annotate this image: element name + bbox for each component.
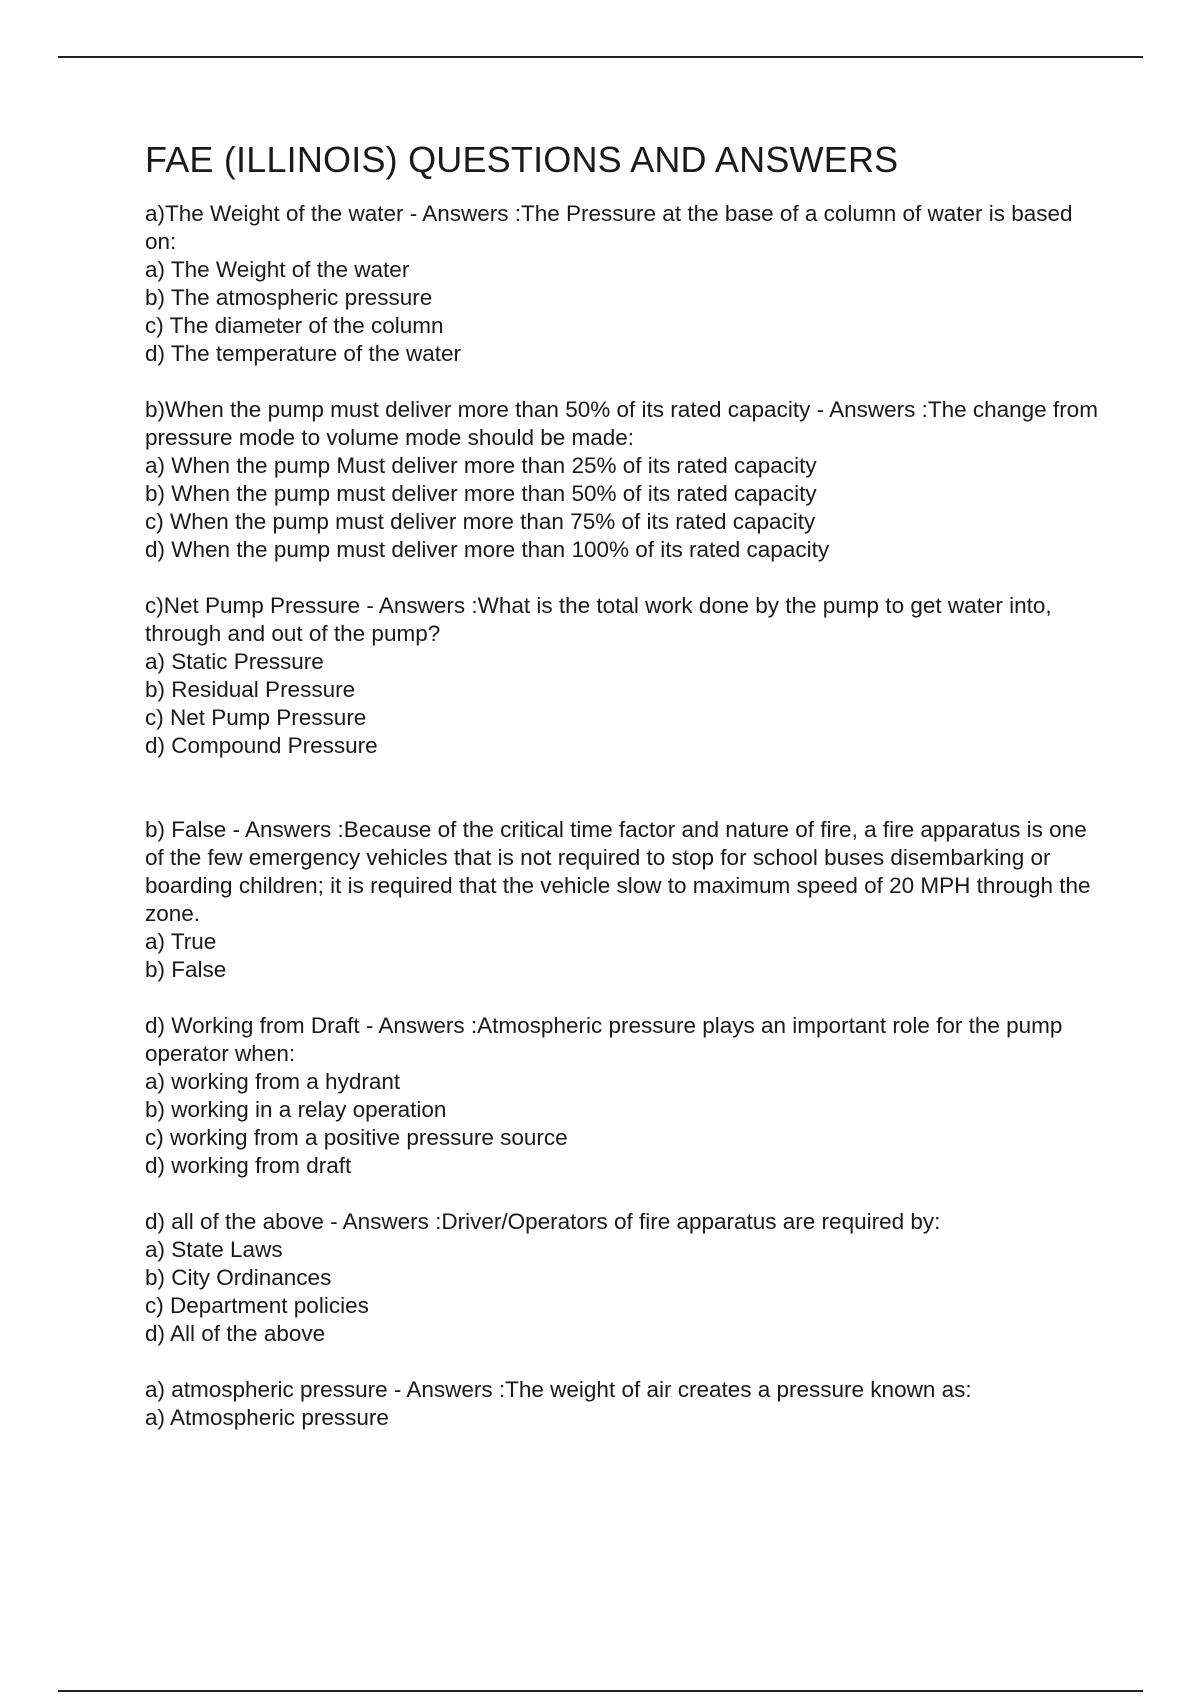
document-title: FAE (ILLINOIS) QUESTIONS AND ANSWERS: [145, 139, 899, 180]
option-item: c) working from a positive pressure source: [145, 1125, 568, 1150]
qa-block: [145, 1208, 1105, 1348]
option-item: b) working in a relay operation: [145, 1097, 447, 1122]
option-list: [145, 928, 1105, 984]
option-list: [145, 452, 1105, 564]
option-item: b) When the pump must deliver more than 50% of its rated capacity: [145, 481, 817, 506]
question-text: d) all of the above - Answers :Driver/Operators of fire apparatus are required by:: [145, 1209, 941, 1234]
option-item: b) Residual Pressure: [145, 677, 356, 702]
option-item: a) Atmospheric pressure: [145, 1405, 389, 1430]
option-item: a) The Weight of the water: [145, 257, 410, 282]
option-list: [145, 256, 1105, 368]
qa-block: [145, 396, 1105, 564]
option-item: d) All of the above: [145, 1321, 326, 1346]
question-text: b)When the pump must deliver more than 50% of its rated capacity - Answers :The change from pressure mode to volume mode should be made:: [145, 397, 1098, 450]
option-item: d) working from draft: [145, 1153, 352, 1178]
option-list: [145, 648, 1105, 760]
question-text: c)Net Pump Pressure - Answers :What is the total work done by the pump to get water into, through and out of the pump?: [145, 593, 1052, 646]
option-item: b) The atmospheric pressure: [145, 285, 433, 310]
qa-block: [145, 592, 1105, 760]
question-text: a)The Weight of the water - Answers :The Pressure at the base of a column of water is based on:: [145, 201, 1073, 254]
option-item: a) working from a hydrant: [145, 1069, 401, 1094]
qa-block: [145, 1376, 1105, 1432]
option-list: [145, 1236, 1105, 1348]
option-item: c) Net Pump Pressure: [145, 705, 367, 730]
question-text: d) Working from Draft - Answers :Atmospheric pressure plays an important role for the pump operator when:: [145, 1013, 1063, 1066]
bottom-rule: [58, 1690, 1143, 1692]
option-item: d) The temperature of the water: [145, 341, 461, 366]
document-body: [145, 138, 1105, 1460]
option-item: c) When the pump must deliver more than 75% of its rated capacity: [145, 509, 816, 534]
qa-block: [145, 1012, 1105, 1180]
option-item: c) The diameter of the column: [145, 313, 444, 338]
option-list: [145, 1404, 1105, 1432]
option-item: b) False: [145, 957, 227, 982]
option-item: a) When the pump Must deliver more than 25% of its rated capacity: [145, 453, 817, 478]
qa-block: [145, 200, 1105, 368]
option-item: a) Static Pressure: [145, 649, 324, 674]
option-item: d) Compound Pressure: [145, 733, 378, 758]
question-text: b) False - Answers :Because of the critical time factor and nature of fire, a fire apparatus is one of the few emergency vehicles that is not required to stop for school buses disembarking or boarding children; it is required that the vehicle slow to maximum speed of 20 MPH through the zone.: [145, 817, 1091, 926]
option-item: c) Department policies: [145, 1293, 369, 1318]
option-item: a) State Laws: [145, 1237, 283, 1262]
qa-block: [145, 816, 1105, 984]
top-rule: [58, 56, 1143, 58]
option-item: d) When the pump must deliver more than 100% of its rated capacity: [145, 537, 830, 562]
option-item: a) True: [145, 929, 217, 954]
option-item: b) City Ordinances: [145, 1265, 332, 1290]
option-list: [145, 1068, 1105, 1180]
question-text: a) atmospheric pressure - Answers :The weight of air creates a pressure known as:: [145, 1377, 972, 1402]
